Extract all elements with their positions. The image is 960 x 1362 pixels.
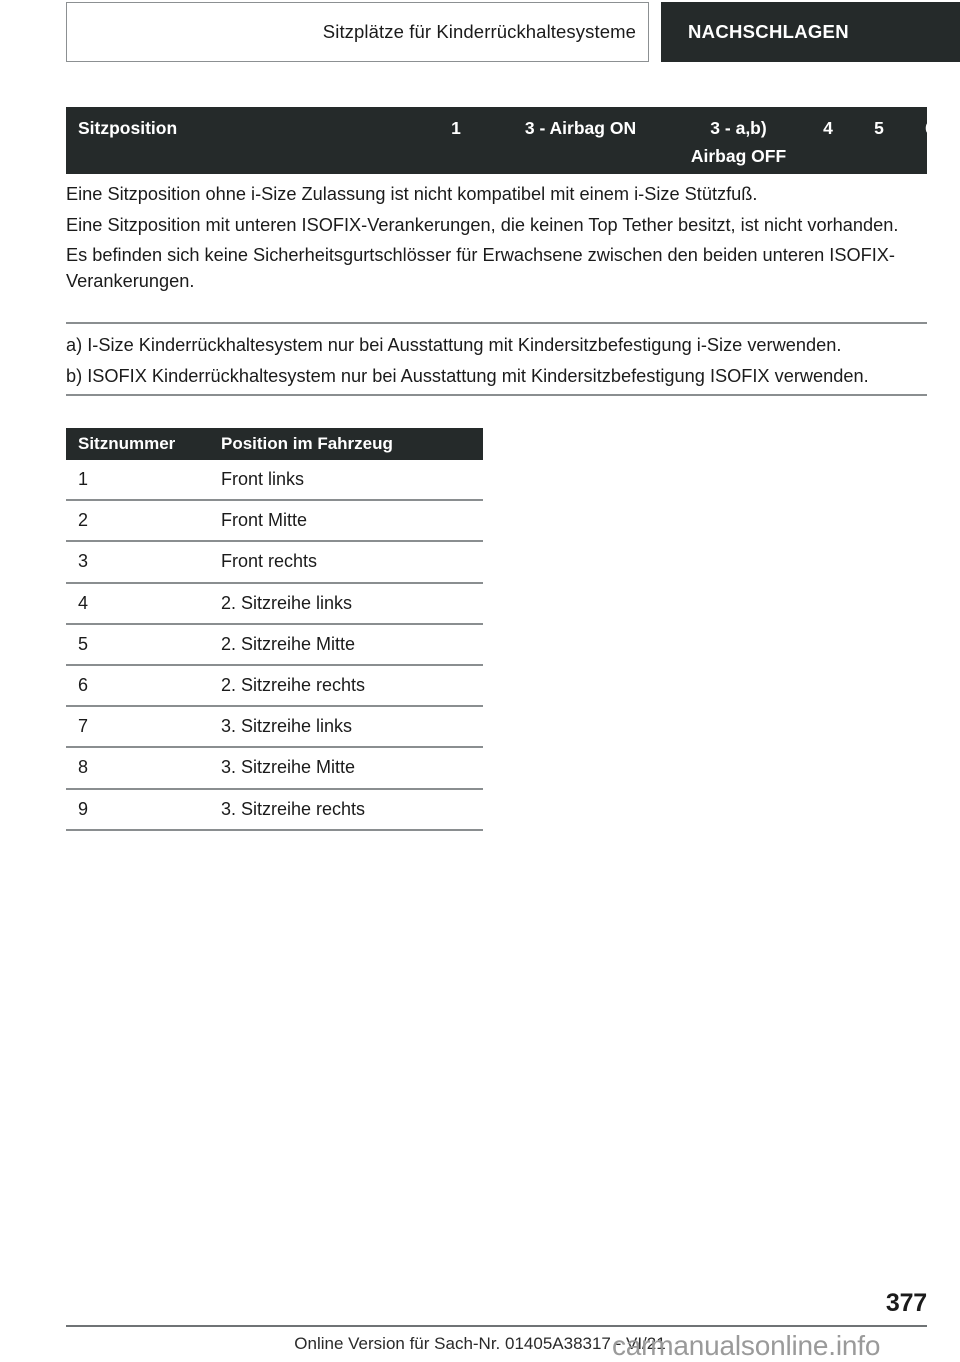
seat-position-column xyxy=(426,118,486,139)
column-line-1: 5 xyxy=(874,118,884,138)
page-title: Sitzplätze für Kinderrückhaltesysteme xyxy=(322,21,636,42)
cell-seat-number: 7 xyxy=(78,716,89,737)
table-row xyxy=(66,460,483,501)
seat-position-header-band xyxy=(66,107,935,174)
page-number: 377 xyxy=(885,1289,927,1317)
table-row xyxy=(66,790,483,831)
cell-position: 2. Sitzreihe Mitte xyxy=(221,633,356,654)
cell-seat-number: 5 xyxy=(78,633,89,654)
cell-seat-number: 2 xyxy=(78,510,89,531)
online-version-note: Online Version für Sach-Nr. 01405A38317 - VI/21 xyxy=(294,1334,666,1353)
seat-number-table xyxy=(66,428,483,831)
cell-seat-number: 3 xyxy=(78,551,89,572)
body-paragraph: Eine Sitzposition ohne i-Size Zulassung ist nicht kompatibel mit einem i-Size Stützfuß. xyxy=(66,184,758,204)
column-header-position: Position im Fahrzeug xyxy=(221,434,393,453)
body-paragraph: Es befinden sich keine Sicherheitsgurtschlösser für Erwachsene zwischen den beiden unteren ISOFIX-Verankerungen. xyxy=(66,245,895,291)
table-row xyxy=(66,584,483,625)
cell-position: 2. Sitzreihe links xyxy=(221,592,353,613)
table-row xyxy=(66,501,483,542)
cell-position: Front rechts xyxy=(221,551,318,572)
cell-seat-number: 9 xyxy=(78,798,89,819)
table-row xyxy=(66,542,483,583)
cell-seat-number: 6 xyxy=(78,675,89,696)
seat-position-column xyxy=(488,118,673,139)
header-title-box xyxy=(66,2,649,62)
cell-position: 2. Sitzreihe rechts xyxy=(221,675,366,696)
seat-position-column xyxy=(906,118,954,139)
column-line-2: Airbag OFF xyxy=(690,146,787,166)
footnote-block xyxy=(66,333,927,394)
cell-position: Front Mitte xyxy=(221,510,308,531)
watermark: carmanualsonline.info xyxy=(612,1330,881,1361)
footnote-item: a) I-Size Kinderrückhaltesystem nur bei Ausstattung mit Kindersitzbefestigung i-Size verwenden. xyxy=(66,335,842,355)
cell-position: 3. Sitzreihe links xyxy=(221,716,353,737)
seat-position-label: Sitzposition xyxy=(78,118,178,138)
footer-rule xyxy=(66,1325,927,1327)
footnote-rule-bottom xyxy=(66,394,927,396)
table-row xyxy=(66,707,483,748)
seat-position-column xyxy=(676,118,801,167)
running-header xyxy=(0,0,960,64)
column-header-seat-number: Sitznummer xyxy=(78,434,176,453)
seat-position-column xyxy=(855,118,903,139)
body-paragraph: Eine Sitzposition mit unteren ISOFIX-Verankerungen, die keinen Top Tether besitzt, ist nicht vorhanden. xyxy=(66,214,899,235)
column-line-1: 1 xyxy=(451,118,461,138)
table-row xyxy=(66,748,483,789)
cell-position: 3. Sitzreihe Mitte xyxy=(221,757,356,778)
seat-position-column xyxy=(804,118,852,139)
footnote-rule-top xyxy=(66,322,927,324)
cell-seat-number: 8 xyxy=(78,757,89,778)
footnote-item: b) ISOFIX Kinderrückhaltesystem nur bei Ausstattung mit Kindersitzbefestigung ISOFIX verwenden. xyxy=(66,365,869,386)
cell-seat-number: 4 xyxy=(78,592,89,613)
cell-position: Front links xyxy=(221,469,305,490)
column-line-1: 4 xyxy=(823,118,833,138)
column-line-1: 3 - a,b) xyxy=(710,118,767,138)
body-text-block xyxy=(66,182,927,299)
column-line-1: 3 - Airbag ON xyxy=(524,118,637,138)
seat-position-columns xyxy=(426,118,935,168)
column-line-1: 6 xyxy=(925,118,935,138)
cell-seat-number: 1 xyxy=(78,469,89,490)
table-header-row xyxy=(66,428,483,460)
table-row xyxy=(66,666,483,707)
cell-position: 3. Sitzreihe rechts xyxy=(221,798,366,819)
chapter-tab-label: NACHSCHLAGEN xyxy=(688,21,849,42)
table-row xyxy=(66,625,483,666)
chapter-tab xyxy=(661,2,960,62)
